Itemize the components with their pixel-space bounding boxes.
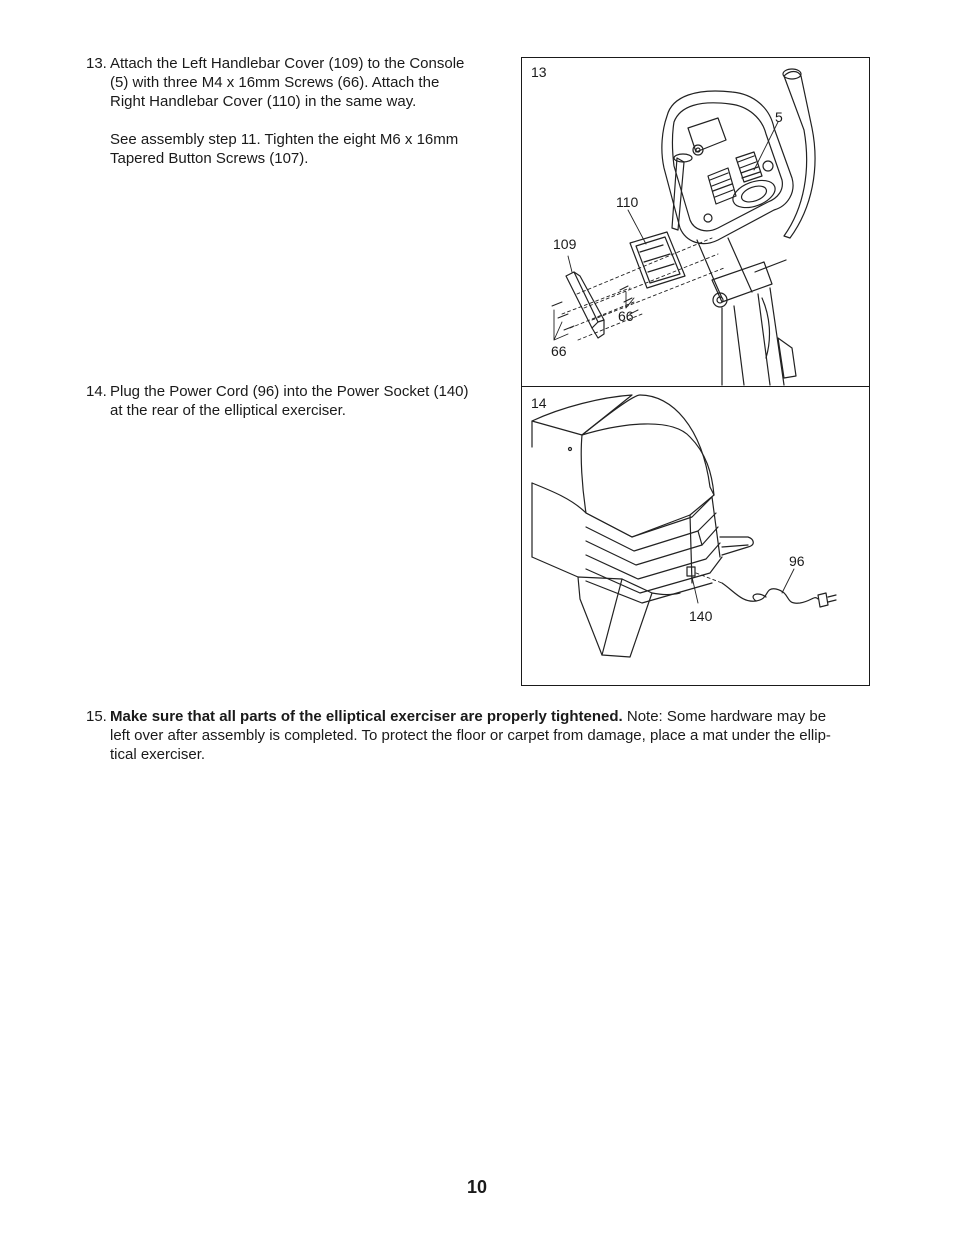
text-line: at the rear of the elliptical exerciser. <box>110 402 346 419</box>
text-line: (5) with three M4 x 16mm Screws (66). Attach the <box>110 74 440 91</box>
text-line: Right Handlebar Cover (110) in the same way. <box>110 93 417 110</box>
callout-screws: 66 <box>618 308 634 324</box>
figure-number: 14 <box>531 395 547 411</box>
emphasis-text: Make sure that all parts of the elliptical exerciser are properly tightened. <box>110 708 623 725</box>
power-cord-illustration <box>522 387 869 685</box>
page-number: 10 <box>466 1177 488 1197</box>
figure-13 <box>521 57 870 387</box>
step-number: 15. <box>86 708 107 725</box>
callout-console: 5 <box>775 109 783 125</box>
step-text <box>110 54 464 168</box>
text-line: Attach the Left Handlebar Cover (109) to the Console <box>110 55 465 72</box>
callout-right-handlebar-cover: 110 <box>616 194 639 210</box>
console-assembly-illustration <box>522 58 869 386</box>
step-number: 13. <box>86 55 107 72</box>
figure-14 <box>521 386 870 686</box>
callout-power-socket: 140 <box>689 608 713 624</box>
figure-number: 13 <box>531 64 547 80</box>
callout-left-handlebar-cover: 109 <box>553 236 577 252</box>
text-line: Tapered Button Screws (107). <box>110 150 309 167</box>
callout-power-cord: 96 <box>789 553 805 569</box>
text-line: See assembly step 11. Tighten the eight M6 x 16mm <box>110 131 459 148</box>
text-line <box>110 707 870 726</box>
text-line: tical exerciser. <box>110 746 206 763</box>
step-text <box>110 382 469 420</box>
note-text: Note: Some hardware may be <box>622 708 827 725</box>
step-number: 14. <box>86 383 107 400</box>
text-line: Plug the Power Cord (96) into the Power Socket (140) <box>110 383 469 400</box>
step-text <box>110 707 870 764</box>
text-line: left over after assembly is completed. To protect the floor or carpet from damage, place a mat under the ellip- <box>110 727 831 744</box>
callout-screws: 66 <box>551 343 567 359</box>
